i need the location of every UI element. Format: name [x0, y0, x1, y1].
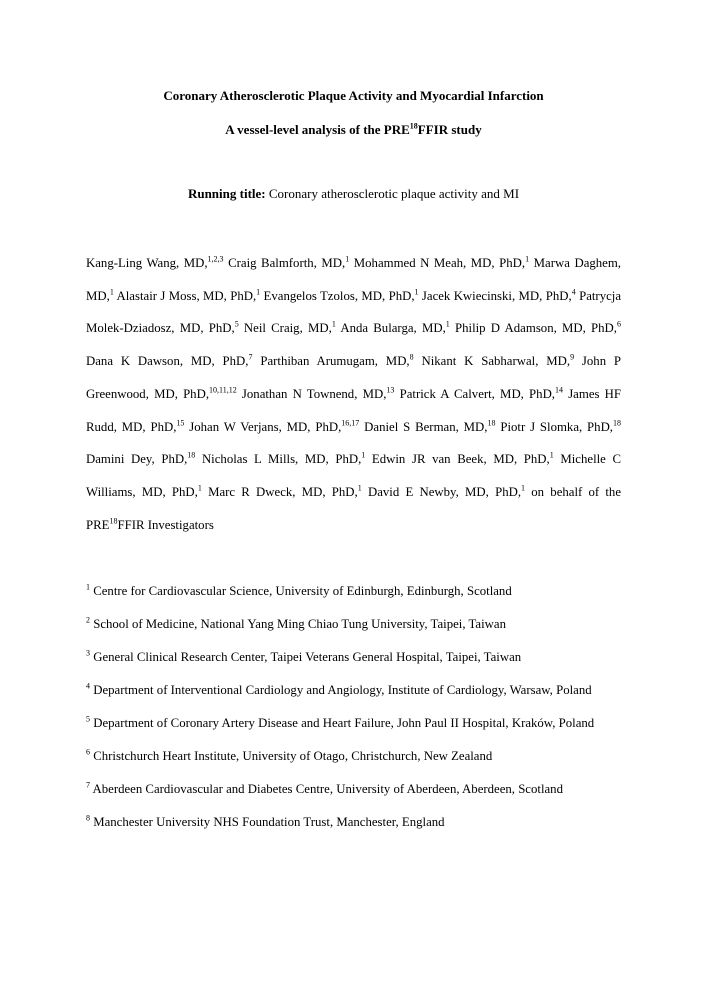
author-affiliation-ref: 1: [256, 287, 261, 297]
author-name: Anda Bularga, MD,: [340, 321, 446, 336]
author-name: Piotr J Slomka, PhD,: [500, 419, 614, 434]
author-name: David E Newby, MD, PhD,: [367, 484, 522, 499]
authors-tail-superscript: 18: [109, 516, 118, 526]
author-affiliation-ref: 16,17: [341, 418, 360, 428]
author-name: Dana K Dawson, MD, PhD,: [86, 354, 249, 369]
affiliation-item: [86, 740, 621, 773]
author: [400, 387, 563, 401]
author: [368, 485, 525, 499]
running-title-text: Coronary atherosclerotic plaque activity and MI: [265, 186, 520, 201]
author-name: Parthiban Arumugam, MD,: [260, 354, 410, 369]
affiliation-text: Department of Interventional Cardiology and Angiology, Institute of Cardiology, Warsaw, Poland: [90, 683, 592, 697]
author-list: [86, 247, 621, 541]
affiliation-item: [86, 806, 621, 839]
author-name: Patrick A Calvert, MD, PhD,: [399, 386, 556, 401]
author: [364, 420, 495, 434]
author-affiliation-ref: 5: [234, 320, 239, 330]
author: [86, 256, 224, 270]
author-name: James HF Rudd, MD, PhD,: [86, 386, 622, 434]
author: [422, 289, 576, 303]
affiliation-text: Manchester University NHS Foundation Trust, Manchester, England: [90, 815, 445, 829]
author-affiliation-ref: 1: [357, 483, 362, 493]
author: [202, 452, 365, 466]
author-affiliation-ref: 1: [109, 287, 114, 297]
author: [228, 256, 349, 270]
author-affiliation-ref: 9: [570, 352, 575, 362]
author: [86, 354, 252, 368]
author-name: Craig Balmforth, MD,: [228, 256, 346, 270]
author-name: Edwin JR van Beek, MD, PhD,: [371, 452, 550, 467]
author-affiliation-ref: 1: [549, 450, 554, 460]
affiliation-item: [86, 674, 621, 707]
affiliation-text: General Clinical Research Center, Taipei Veterans General Hospital, Taipei, Taiwan: [90, 650, 522, 664]
author-affiliation-ref: 18: [613, 418, 622, 428]
author-affiliation-ref: 4: [571, 287, 576, 297]
author-affiliation-ref: 8: [409, 352, 414, 362]
author-name: Michelle C Williams, MD, PhD,: [86, 452, 622, 499]
author: [117, 289, 261, 303]
author-name: John P Greenwood, MD, PhD,: [86, 354, 622, 401]
running-title: [0, 186, 707, 202]
affiliation-number: 3: [86, 648, 90, 658]
authors-tail-suffix: FFIR Investigators: [117, 517, 214, 532]
subtitle-superscript: 18: [409, 121, 418, 131]
author-affiliation-ref: 1: [525, 254, 530, 264]
author-name: Johan W Verjans, MD, PhD,: [189, 419, 342, 434]
author: [500, 420, 621, 434]
subtitle-prefix: A vessel-level analysis of the PRE: [225, 122, 410, 137]
author-affiliation-ref: 6: [617, 320, 621, 330]
affiliation-number: 6: [86, 747, 90, 757]
author-name: Neil Craig, MD,: [243, 321, 332, 336]
affiliation-text: Centre for Cardiovascular Science, University of Edinburgh, Edinburgh, Scotland: [90, 584, 512, 598]
author-affiliation-ref: 1,2,3: [207, 254, 224, 264]
author-affiliation-ref: 18: [487, 418, 496, 428]
paper-title: Coronary Atherosclerotic Plaque Activity and Myocardial Infarction: [163, 88, 544, 103]
affiliation-number: 4: [86, 681, 90, 691]
affiliation-item: [86, 575, 621, 608]
author: [242, 387, 394, 401]
authors-tail-prefix: on behalf of the PRE: [86, 484, 622, 532]
author-affiliation-ref: 1: [331, 320, 336, 330]
author-name: Damini Dey, PhD,: [86, 452, 188, 467]
author: [340, 321, 449, 335]
author-affiliation-ref: 10,11,12: [209, 385, 237, 395]
affiliation-number: 5: [86, 714, 90, 724]
author-affiliation-ref: 18: [187, 450, 196, 460]
author-name: Nikant K Sabharwal, MD,: [421, 354, 571, 369]
author-affiliation-ref: 1: [361, 450, 366, 460]
affiliation-number: 1: [86, 582, 90, 592]
paper-subtitle: [0, 122, 707, 138]
affiliation-number: 7: [86, 780, 90, 790]
author-name: Daniel S Berman, MD,: [364, 419, 488, 434]
author-name: Marc R Dweck, MD, PhD,: [208, 484, 358, 499]
author-name: Nicholas L Mills, MD, PhD,: [201, 452, 362, 467]
author-affiliation-ref: 1: [345, 254, 350, 264]
author: [264, 289, 419, 303]
affiliation-item: [86, 641, 621, 674]
author-affiliation-ref: 1: [521, 483, 526, 493]
affiliation-text: Aberdeen Cardiovascular and Diabetes Centre, University of Aberdeen, Aberdeen, Scotland: [90, 782, 563, 796]
author-affiliation-ref: 13: [386, 385, 395, 395]
author-name: Kang-Ling Wang, MD,: [86, 256, 208, 270]
author: [260, 354, 413, 368]
author-name: Evangelos Tzolos, MD, PhD,: [263, 288, 415, 303]
author: [86, 452, 195, 466]
author-name: Mohammed N Meah, MD, PhD,: [353, 256, 526, 270]
author-name: Jonathan N Townend, MD,: [241, 386, 387, 401]
affiliation-item: [86, 707, 621, 740]
affiliation-text: School of Medicine, National Yang Ming Chiao Tung University, Taipei, Taiwan: [90, 617, 506, 631]
author: [244, 321, 336, 335]
author: [455, 321, 621, 335]
affiliation-text: Department of Coronary Artery Disease and Heart Failure, John Paul II Hospital, Kraków, Poland: [90, 716, 595, 730]
author: [421, 354, 574, 368]
author-name: Alastair J Moss, MD, PhD,: [116, 288, 257, 303]
affiliation-list: [86, 575, 621, 839]
author-affiliation-ref: 1: [445, 320, 450, 330]
affiliation-item: [86, 608, 621, 641]
author-affiliation-ref: 7: [248, 352, 253, 362]
affiliation-item: [86, 773, 621, 806]
author-affiliation-ref: 14: [555, 385, 564, 395]
affiliation-text: Christchurch Heart Institute, University of Otago, Christchurch, New Zealand: [90, 749, 493, 763]
author-name: Philip D Adamson, MD, PhD,: [455, 321, 617, 336]
affiliation-number: 2: [86, 615, 90, 625]
subtitle-suffix: FFIR study: [417, 122, 482, 137]
author-name: Jacek Kwiecinski, MD, PhD,: [421, 288, 572, 303]
author: [189, 420, 359, 434]
affiliation-number: 8: [86, 813, 90, 823]
author-name: Marwa Daghem, MD,: [86, 256, 622, 303]
author-name: Patrycja Molek-Dziadosz, MD, PhD,: [86, 288, 622, 336]
author-affiliation-ref: 15: [176, 418, 185, 428]
author-affiliation-ref: 1: [197, 483, 202, 493]
running-title-label: Running title:: [187, 186, 266, 201]
author: [208, 485, 362, 499]
author: [354, 256, 529, 270]
author: [372, 452, 554, 466]
author-affiliation-ref: 1: [414, 287, 419, 297]
